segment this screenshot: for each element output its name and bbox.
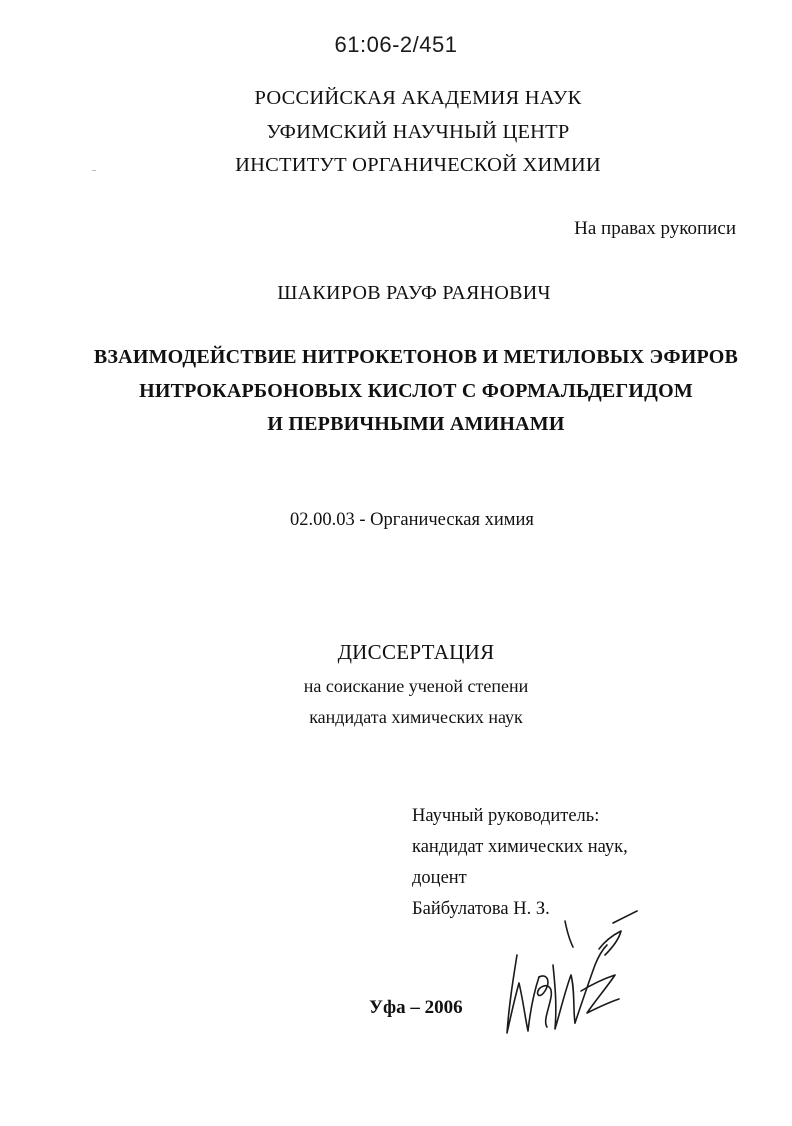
institution-line-center: УФИМСКИЙ НАУЧНЫЙ ЦЕНТР bbox=[266, 121, 570, 143]
advisor-label: Научный руководитель: bbox=[412, 806, 600, 826]
thesis-title-line-1: ВЗАИМОДЕЙСТВИЕ НИТРОКЕТОНОВ И МЕТИЛОВЫХ ЭФИРОВ bbox=[93, 346, 739, 368]
specialty-code: 02.00.03 - Органическая химия bbox=[290, 510, 534, 530]
dissertation-degree-line-2: кандидата химических наук bbox=[309, 707, 523, 727]
author-name: ШАКИРОВ РАУФ РАЯНОВИЧ bbox=[277, 282, 551, 304]
institution-line-academy: РОССИЙСКАЯ АКАДЕМИЯ НАУК bbox=[254, 87, 582, 109]
institution-line-institute: ИНСТИТУТ ОРГАНИЧЕСКОЙ ХИМИИ bbox=[235, 154, 601, 176]
place-and-year: Уфа – 2006 bbox=[369, 997, 463, 1018]
advisor-title: доцент bbox=[412, 868, 467, 888]
advisor-degree: кандидат химических наук, bbox=[412, 837, 628, 857]
advisor-name: Байбулатова Н. З. bbox=[412, 899, 550, 919]
thesis-title-line-3: И ПЕРВИЧНЫМИ АМИНАМИ bbox=[267, 413, 565, 435]
dissertation-heading: ДИССЕРТАЦИЯ bbox=[337, 640, 495, 664]
manuscript-rights-note: На правах рукописи bbox=[574, 218, 736, 239]
handwritten-signature bbox=[495, 905, 645, 1045]
dissertation-degree-line-1: на соискание ученой степени bbox=[303, 676, 529, 696]
catalog-code: 61:06-2/451 bbox=[334, 32, 458, 57]
thesis-title-line-2: НИТРОКАРБОНОВЫХ КИСЛОТ С ФОРМАЛЬДЕГИДОМ bbox=[139, 380, 693, 402]
